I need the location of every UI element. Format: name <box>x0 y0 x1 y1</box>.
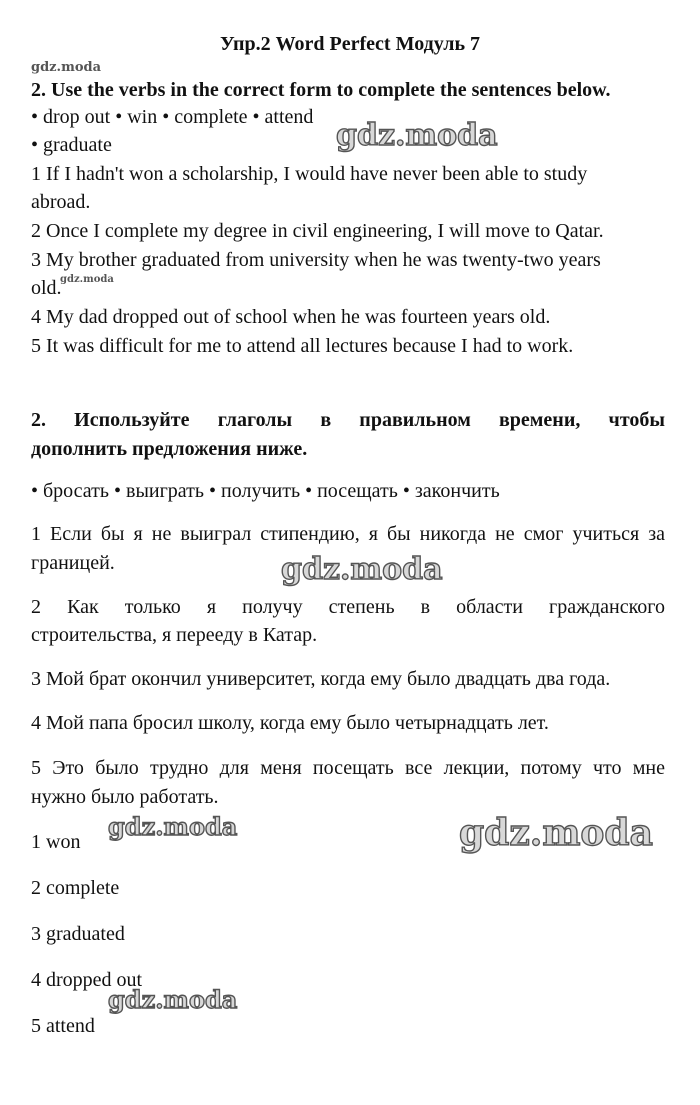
english-sentence-5: 5 It was difficult for me to attend all lectures because I had to work. <box>31 335 574 357</box>
russian-sentence-5b: нужно было работать. <box>31 786 219 808</box>
answer-4: 4 dropped out <box>31 969 143 991</box>
russian-heading-b: дополнить предложения ниже. <box>31 438 308 460</box>
russian-heading-a: 2. Используйте глаголы в правильном времени, чтобы <box>31 409 665 431</box>
watermark: gdz.moda <box>108 985 238 1014</box>
watermark-small: gdz.moda <box>60 274 114 285</box>
watermark: gdz.moda <box>108 812 238 841</box>
english-sentence-3b: old. <box>31 277 62 299</box>
english-sentence-1a: 1 If I hadn't won a scholarship, I would have never been able to study <box>31 163 588 185</box>
russian-sentence-2b: строительства, я перееду в Катар. <box>31 624 318 646</box>
english-sentence-3a: 3 My brother graduated from university when he was twenty-two years <box>31 249 601 271</box>
russian-sentence-4: 4 Мой папа бросил школу, когда ему было четырнадцать лет. <box>31 712 549 734</box>
english-sentence-2: 2 Once I complete my degree in civil engineering, I will move to Qatar. <box>31 220 604 242</box>
english-verbs-line-1: • drop out • win • complete • attend <box>31 106 314 128</box>
russian-sentence-3: 3 Мой брат окончил университет, когда ему было двадцать два года. <box>31 668 611 690</box>
english-verbs-line-2: • graduate <box>31 134 112 156</box>
page-title: Упр.2 Word Perfect Модуль 7 <box>219 33 481 55</box>
russian-sentence-2a: 2 Как только я получу степень в области гражданского <box>31 596 665 618</box>
watermark: gdz.moda <box>281 552 443 587</box>
answer-1: 1 won <box>31 831 81 853</box>
watermark: gdz.moda <box>459 812 653 854</box>
english-heading: 2. Use the verbs in the correct form to complete the sentences below. <box>31 79 611 101</box>
answer-2: 2 complete <box>31 877 120 899</box>
answer-3: 3 graduated <box>31 923 125 945</box>
english-sentence-1b: abroad. <box>31 191 91 213</box>
watermark: gdz.moda <box>336 118 498 153</box>
russian-verbs: • бросать • выиграть • получить • посещать • закончить <box>31 480 500 502</box>
watermark-small: gdz.moda <box>31 60 102 75</box>
answer-5: 5 attend <box>31 1015 95 1037</box>
russian-sentence-1a: 1 Если бы я не выиграл стипендию, я бы никогда не смог учиться за <box>31 523 665 545</box>
russian-sentence-5a: 5 Это было трудно для меня посещать все лекции, потому что мне <box>31 757 665 779</box>
russian-sentence-1b: границей. <box>31 552 115 574</box>
english-sentence-4: 4 My dad dropped out of school when he was fourteen years old. <box>31 306 551 328</box>
